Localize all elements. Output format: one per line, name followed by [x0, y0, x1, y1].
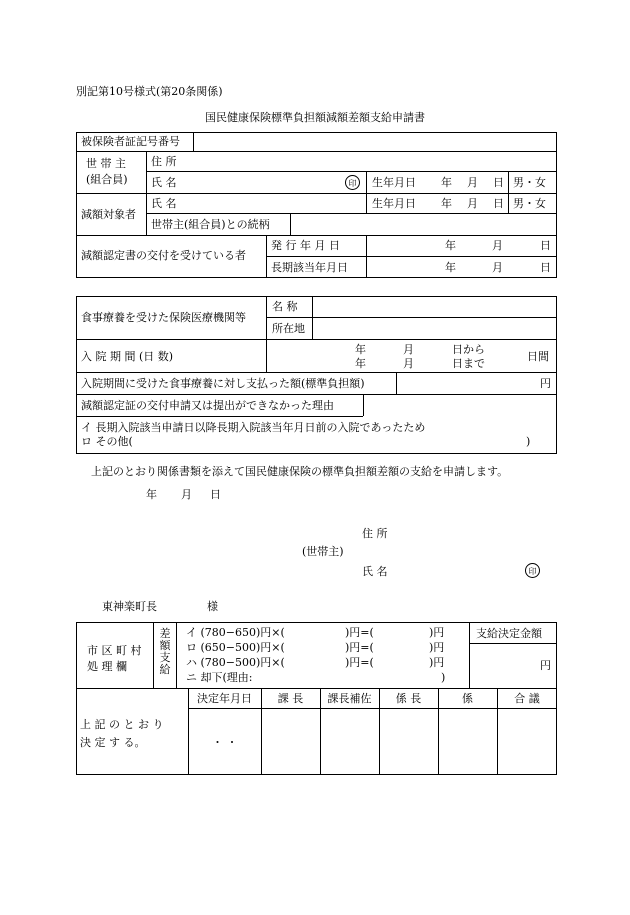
householder-label: 世 帯 主 — [86, 157, 126, 170]
calc-row-b-mid: )円=( — [345, 641, 374, 654]
addressee-honorific: 様 — [207, 600, 218, 613]
issue-date-label: 発 行 年 月 日 — [271, 239, 340, 252]
date-day: 日 — [210, 488, 221, 501]
householder-address-field[interactable] — [196, 152, 556, 170]
paid-amount-label: 入院期間に受けた食事療養に対し支払った額(標準負担額) — [81, 377, 365, 390]
period-days-label: 日間 — [527, 350, 549, 363]
insured-number-field[interactable] — [194, 133, 556, 150]
relation-label: 世帯主(組合員)との続柄 — [151, 218, 270, 231]
date-year: 年 — [146, 488, 157, 501]
institution-location-label: 所在地 — [272, 322, 305, 335]
period-label: 入 院 期 間 (日 数) — [81, 350, 174, 363]
decide-text-2: 決 定 す る。 — [80, 736, 146, 749]
declaration-text: 上記のとおり関係書類を添えて国民健康保険の標準負担額差額の支給を申請します。 — [91, 465, 509, 478]
institution-name-label: 名 称 — [272, 300, 298, 313]
decide-text-1: 上 記 の と お り — [80, 718, 164, 731]
cert-holder-label: 減額認定書の交付を受けている者 — [81, 249, 246, 262]
period-from-year: 年 — [355, 343, 366, 356]
period-to-year: 年 — [355, 357, 366, 370]
form-id: 別記第10号様式(第20条関係) — [76, 85, 223, 98]
period-from-month: 月 — [403, 343, 414, 356]
reason-option-b-close: ) — [526, 435, 531, 448]
target-name-field[interactable] — [196, 194, 364, 212]
period-from-label: 日から — [452, 343, 485, 356]
householder-gender[interactable]: 男・女 — [513, 176, 546, 189]
applicant-seal-icon: 印 — [525, 563, 540, 578]
period-to-label: 日まで — [452, 357, 485, 370]
difference-payment-label: 差 額 支 給 — [159, 627, 171, 676]
calc-row-b-end: )円 — [429, 641, 445, 654]
institution-name-field[interactable] — [313, 297, 556, 316]
calc-row-a: イ (780−650)円×( — [186, 626, 285, 639]
issue-date-day: 日 — [540, 239, 551, 252]
paid-amount-yen: 円 — [540, 377, 551, 390]
header-section-chief: 課 長 — [277, 692, 304, 705]
reject-row: ニ 却下(理由: — [186, 671, 253, 684]
amount-yen: 円 — [540, 659, 551, 672]
calc-row-a-mid: )円=( — [345, 626, 374, 639]
insured-number-label: 被保険者証記号番号 — [81, 135, 180, 148]
header-subsection-chief: 係 長 — [395, 692, 422, 705]
relation-field[interactable] — [291, 214, 556, 234]
householder-seal-icon: 印 — [345, 175, 360, 190]
target-name-label: 氏 名 — [151, 197, 177, 210]
long-term-date-month: 月 — [492, 261, 503, 274]
calc-row-a-end: )円 — [429, 626, 445, 639]
applicant-address-label: 住 所 — [362, 527, 388, 540]
target-birth-year: 年 — [441, 197, 452, 210]
date-month: 月 — [181, 488, 192, 501]
target-birth-month: 月 — [467, 197, 478, 210]
reason-option-b[interactable]: ロ その他( — [81, 435, 133, 448]
reject-row-close: ) — [441, 671, 446, 684]
reason-label: 減額認定証の交付申請又は提出ができなかった理由 — [81, 399, 334, 412]
householder-birth-year: 年 — [441, 176, 452, 189]
householder-sub-label: (組合員) — [86, 173, 128, 186]
amount-title: 支給決定金額 — [476, 627, 542, 640]
long-term-date-day: 日 — [540, 261, 551, 274]
addressee-office: 東神楽町長 — [102, 600, 157, 613]
householder-address-label: 住 所 — [151, 155, 177, 168]
target-birth-day: 日 — [493, 197, 504, 210]
calc-row-c: ハ (780−500)円×( — [186, 656, 285, 669]
householder-birth-day: 日 — [493, 176, 504, 189]
householder-name-field[interactable] — [196, 172, 336, 192]
applicant-householder-label: (世帯主) — [302, 545, 344, 558]
calc-row-c-end: )円 — [429, 656, 445, 669]
householder-birth-label: 生年月日 — [372, 176, 416, 189]
target-label: 減額対象者 — [81, 208, 136, 221]
applicant-name-label: 氏 名 — [362, 565, 388, 578]
paid-amount-field[interactable] — [397, 373, 527, 393]
issue-date-year: 年 — [445, 239, 456, 252]
householder-birth-month: 月 — [467, 176, 478, 189]
calc-row-c-mid: )円=( — [345, 656, 374, 669]
header-consultation: 合 議 — [514, 692, 540, 705]
long-term-date-year: 年 — [445, 261, 456, 274]
calc-row-b: ロ (650−500)円×( — [186, 641, 285, 654]
long-term-date-label: 長期該当年月日 — [271, 261, 348, 274]
institution-location-field[interactable] — [313, 318, 556, 338]
institution-label: 食事療養を受けた保険医療機関等 — [81, 311, 246, 324]
header-deputy-chief: 課長補佐 — [327, 692, 372, 705]
householder-name-label: 氏 名 — [151, 176, 177, 189]
processing-label: 処 理 欄 — [87, 660, 127, 673]
reason-option-a[interactable]: イ 長期入院該当申請日以降長期入院該当年月日前の入院であったため — [81, 421, 426, 434]
target-birth-label: 生年月日 — [372, 197, 416, 210]
decision-date-dots: ・ ・ — [212, 736, 238, 749]
form-title: 国民健康保険標準負担額減額差額支給申請書 — [205, 111, 425, 124]
header-staff: 係 — [462, 692, 473, 705]
target-gender[interactable]: 男・女 — [513, 197, 546, 210]
header-decision-date: 決定年月日 — [197, 692, 252, 705]
issue-date-month: 月 — [492, 239, 503, 252]
municipal-label: 市 区 町 村 — [87, 644, 142, 657]
period-to-month: 月 — [403, 357, 414, 370]
